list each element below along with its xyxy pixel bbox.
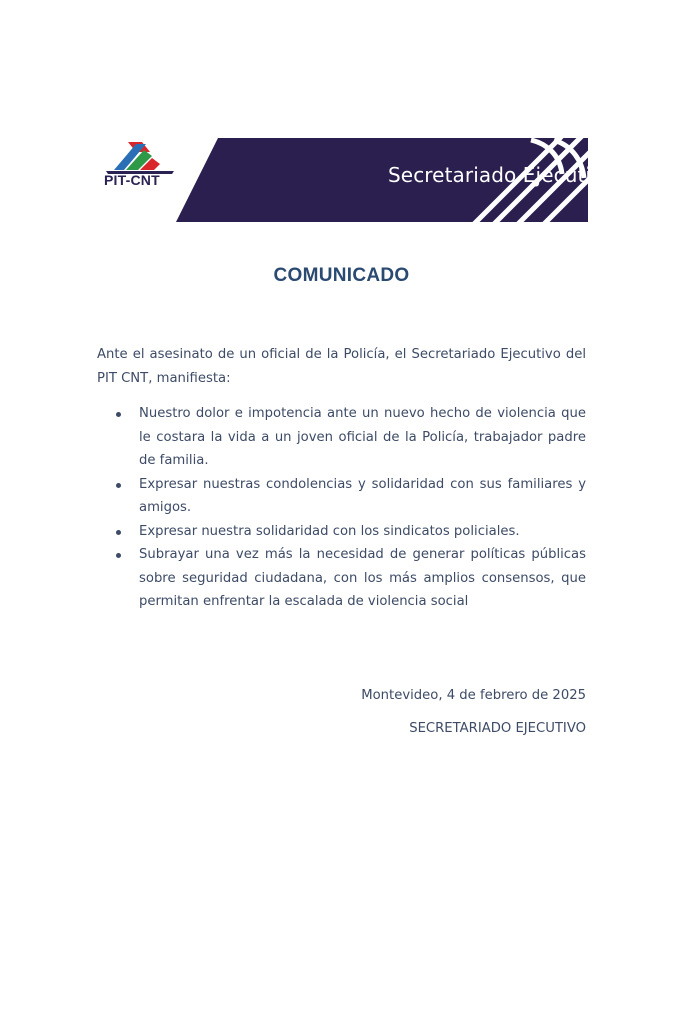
place-date: Montevideo, 4 de febrero de 2025 — [361, 688, 586, 703]
list-item — [97, 402, 586, 473]
bullet-icon — [116, 412, 121, 417]
list-item — [97, 520, 586, 544]
list-item — [97, 473, 586, 520]
pit-cnt-emblem-icon — [106, 140, 174, 174]
list-item-text: Expresar nuestra solidaridad con los sindicatos policiales. — [139, 523, 520, 539]
bullet-icon — [116, 530, 121, 535]
signing-organization: SECRETARIADO EJECUTIVO — [409, 721, 586, 736]
document-body — [97, 343, 586, 614]
intro-paragraph: Ante el asesinato de un oficial de la Policía, el Secretariado Ejecutivo del PIT CNT, manifiesta: — [97, 347, 586, 386]
document-title: COMUNICADO — [273, 265, 410, 286]
bullet-icon — [116, 483, 121, 488]
list-item-text: Subrayar una vez más la necesidad de generar políticas públicas sobre seguridad ciudadana, con los más amplios consensos, que permitan enfrentar la escalada de violencia social — [139, 547, 586, 609]
list-item — [97, 543, 586, 614]
pit-cnt-logo — [104, 138, 176, 222]
banner-title: Secretariado Ejecutivo — [388, 163, 616, 187]
logo-text: PIT-CNT — [104, 172, 160, 188]
letterhead — [104, 138, 616, 222]
bullet-icon — [116, 553, 121, 558]
list-item-text: Nuestro dolor e impotencia ante un nuevo hecho de violencia que le costara la vida a un joven oficial de la Policía, trabajador padre de familia. — [139, 406, 586, 468]
banner — [176, 138, 616, 222]
signature-block — [361, 686, 586, 739]
list-item-text: Expresar nuestras condolencias y solidaridad con sus familiares y amigos. — [139, 476, 586, 515]
bullet-list — [97, 402, 586, 614]
